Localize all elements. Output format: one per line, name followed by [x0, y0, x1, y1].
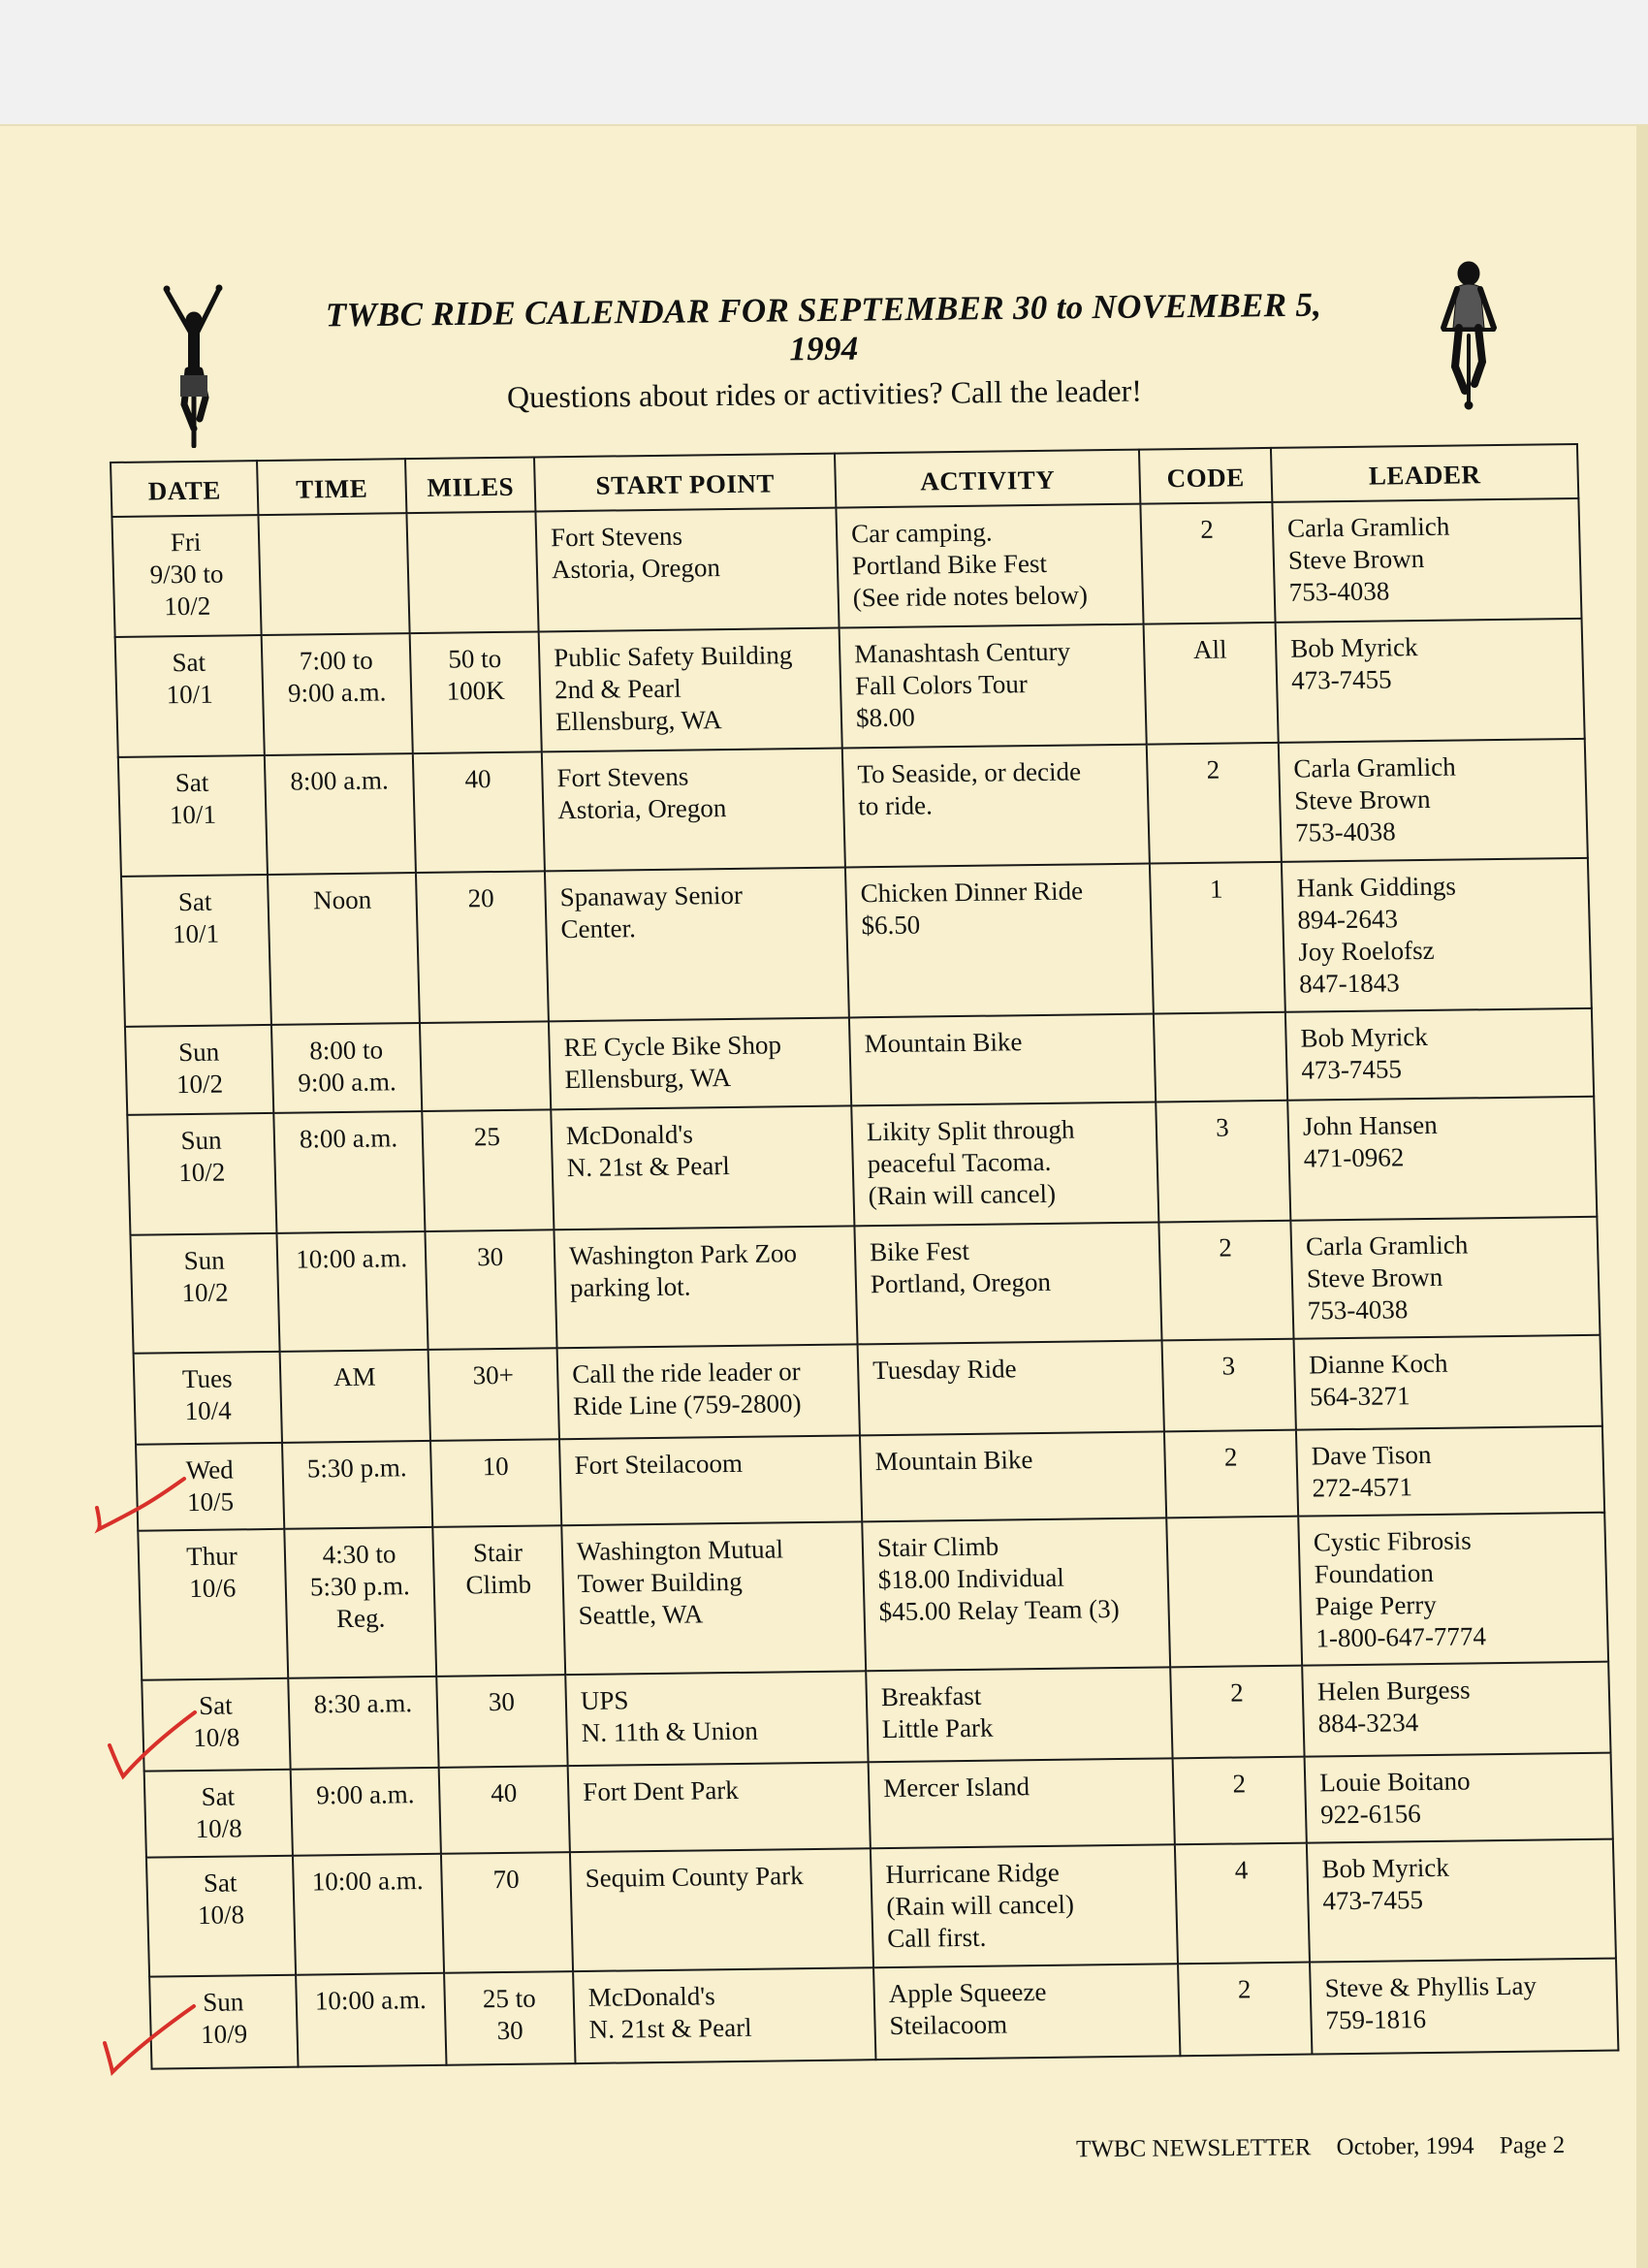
cell-code: [1150, 862, 1285, 1014]
cell-date-line: 10/4: [184, 1395, 233, 1426]
cell-code: [1156, 1101, 1290, 1223]
table-row: [149, 1959, 1618, 2069]
table-row: [138, 1513, 1608, 1680]
cell-leader-line: 473-7455: [1290, 664, 1392, 695]
cell-code: [1144, 623, 1279, 745]
scanner-background: [0, 0, 1648, 131]
cell-leader-line: 922-6156: [1319, 1799, 1421, 1830]
calendar-header: [290, 285, 1357, 418]
column-header-time: TIME: [257, 459, 406, 515]
cell-time-line: 10:00 a.m.: [295, 1243, 408, 1274]
cell-date-line: 10/8: [192, 1722, 240, 1753]
cell-start-point-line: Sequim County Park: [585, 1861, 804, 1893]
cell-leader-line: 1-800-647-7774: [1315, 1621, 1487, 1653]
cell-leader-line: 759-1816: [1325, 2004, 1427, 2035]
cell-miles: [439, 1766, 570, 1854]
cell-leader-line: 884-3234: [1317, 1708, 1419, 1739]
cell-miles-line: 40: [490, 1777, 518, 1808]
cell-time: [288, 1677, 438, 1770]
table-row: [127, 1097, 1597, 1235]
cell-activity: [858, 1340, 1164, 1435]
cell-activity-line: Mountain Bike: [874, 1445, 1033, 1477]
cell-miles-line: 30: [476, 1241, 504, 1272]
cell-date-line: Fri: [170, 527, 202, 558]
cell-date-line: 10/2: [163, 591, 211, 622]
cell-activity-line: Apple Squeeze: [888, 1976, 1047, 2009]
cell-activity: [845, 864, 1154, 1018]
cell-code: [1158, 1221, 1293, 1341]
cell-miles: [422, 1109, 554, 1231]
table-row: [115, 619, 1585, 757]
cell-date: [138, 1529, 288, 1680]
cyclist-riding-icon: [1430, 260, 1507, 410]
cell-activity: [873, 1964, 1180, 2060]
column-header-date: DATE: [111, 461, 258, 517]
table-row: [111, 498, 1581, 637]
cell-activity: [836, 504, 1143, 628]
cell-miles-line: 30: [488, 1686, 516, 1717]
cell-code: [1173, 1757, 1307, 1845]
red-checkmark-icon: [89, 1469, 196, 1547]
cell-time-line: 9:00 a.m.: [287, 677, 387, 708]
cell-activity-line: Hurricane Ridge: [885, 1857, 1061, 1890]
cell-start-point-line: Astoria, Oregon: [556, 793, 727, 825]
cell-time-line: Noon: [312, 884, 372, 915]
cell-miles-line: 10: [482, 1451, 510, 1482]
cell-activity-line: $6.50: [861, 910, 921, 941]
cell-time: [273, 1111, 425, 1233]
cell-time-line: 5:30 p.m.: [309, 1571, 411, 1602]
cell-code-value: 2: [1223, 1442, 1238, 1472]
cell-code-value: 2: [1237, 1974, 1252, 2004]
ride-calendar-table: [110, 443, 1619, 2070]
cell-time-line: 9:00 a.m.: [297, 1067, 396, 1098]
cell-activity: [869, 1758, 1175, 1848]
cell-time-line: AM: [333, 1361, 376, 1392]
cell-leader-line: 894-2643: [1297, 904, 1399, 935]
cell-activity: [871, 1844, 1178, 1967]
cell-code-value: 4: [1234, 1855, 1249, 1885]
cell-time-line: 8:30 a.m.: [313, 1688, 413, 1719]
cell-miles-line: 40: [464, 764, 491, 794]
red-checkmark-icon: [102, 1707, 208, 1784]
cell-date-line: 10/8: [197, 1900, 245, 1930]
cell-leader-line: Carla Gramlich: [1305, 1230, 1469, 1262]
cell-time-line: 7:00 to: [299, 645, 374, 676]
cell-leader-line: Hank Giddings: [1296, 871, 1457, 903]
cell-miles: [413, 751, 545, 873]
cell-leader: [1272, 498, 1581, 623]
cell-miles-line: 100K: [446, 675, 506, 706]
cell-time-line: 4:30 to: [322, 1539, 396, 1570]
cell-leader-line: Dianne Koch: [1308, 1348, 1448, 1380]
cell-miles: [430, 1439, 561, 1527]
cell-activity-line: (Rain will cancel): [868, 1178, 1057, 1211]
cell-activity: [862, 1517, 1170, 1671]
cell-start-point: [559, 1435, 862, 1525]
cell-leader-line: Steve Brown: [1293, 783, 1431, 815]
cell-start-point-line: Fort Dent Park: [582, 1774, 740, 1806]
cell-leader: [1310, 1959, 1618, 2055]
cell-start-point: [565, 1671, 868, 1766]
cell-date-line: Sun: [177, 1037, 220, 1068]
cell-activity-line: Portland Bike Fest: [851, 548, 1048, 581]
cell-code: [1178, 1963, 1312, 2057]
cell-activity-line: $45.00 Relay Team (3): [878, 1594, 1121, 1627]
cell-leader-line: Bob Myrick: [1289, 632, 1418, 663]
cell-code: [1170, 1666, 1304, 1759]
cell-leader: [1290, 1217, 1600, 1339]
cell-start-point: [570, 1848, 873, 1971]
cell-start-point-line: N. 11th & Union: [581, 1715, 759, 1747]
page-subtitle: Questions about rides or activities? Call the leader!: [506, 372, 1143, 415]
cell-time-line: 9:00 a.m.: [315, 1779, 415, 1810]
cell-activity-line: (See ride notes below): [852, 580, 1089, 613]
cell-leader-line: Bob Myrick: [1321, 1852, 1450, 1884]
cell-start-point: [542, 749, 845, 872]
cell-date-line: 10/5: [186, 1486, 235, 1517]
cell-code-value: 1: [1209, 874, 1223, 904]
cell-leader-line: Carla Gramlich: [1286, 511, 1450, 543]
cell-start-point: [561, 1521, 866, 1675]
cell-leader: [1276, 619, 1585, 743]
cell-leader: [1294, 1335, 1602, 1430]
cell-activity-line: peaceful Tacoma.: [867, 1146, 1052, 1179]
cell-leader-line: 471-0962: [1303, 1142, 1405, 1173]
cell-code: [1154, 1012, 1287, 1102]
cell-leader: [1302, 1662, 1610, 1757]
cell-time-line: 10:00 a.m.: [314, 1985, 428, 2016]
cell-miles: [425, 1230, 556, 1350]
cell-activity-line: (Rain will cancel): [886, 1889, 1075, 1922]
cell-start-point-line: Ellensburg, WA: [555, 705, 722, 737]
table-row: [146, 1839, 1616, 1977]
cell-date: [130, 1233, 279, 1354]
cell-time-line: 5:30 p.m.: [306, 1453, 407, 1484]
footer-publication: TWBC NEWSLETTER: [1075, 2134, 1312, 2163]
cell-start-point-line: Astoria, Oregon: [551, 553, 721, 585]
cell-activity-line: To Seaside, or decide: [857, 756, 1082, 789]
cell-date-line: 10/2: [175, 1069, 224, 1100]
cell-leader-line: Steve Brown: [1306, 1262, 1443, 1294]
cell-start-point: [535, 508, 839, 632]
cell-leader-line: Joy Roelofsz: [1297, 935, 1435, 967]
cell-miles: [432, 1525, 565, 1677]
cell-start-point-line: Fort Stevens: [550, 521, 683, 553]
cell-leader: [1279, 739, 1588, 862]
cell-leader-line: Paige Perry: [1315, 1589, 1438, 1621]
cell-start-point-line: RE Cycle Bike Shop: [563, 1030, 782, 1063]
cell-code-value: 2: [1218, 1232, 1233, 1262]
cell-code: [1147, 743, 1282, 864]
cell-code: [1166, 1517, 1302, 1668]
cell-activity-line: Mountain Bike: [864, 1027, 1023, 1059]
table-row: [121, 858, 1592, 1027]
cell-code-value: 3: [1221, 1351, 1236, 1381]
cell-date-line: Wed: [185, 1454, 234, 1485]
cell-leader: [1305, 1753, 1613, 1843]
cell-date-line: Thur: [185, 1541, 238, 1572]
cell-leader-line: Steve & Phyllis Lay: [1324, 1970, 1537, 2003]
cell-activity-line: Car camping.: [850, 517, 993, 549]
page-title: TWBC RIDE CALENDAR FOR SEPTEMBER 30 to NOVEMBER 5, 1994: [325, 285, 1322, 368]
cell-activity-line: $8.00: [855, 702, 916, 733]
cell-activity-line: Portland, Oregon: [870, 1266, 1052, 1299]
cell-miles-line: 30+: [472, 1359, 515, 1390]
cell-start-point-line: Ride Line (759-2800): [572, 1389, 802, 1421]
cell-start-point: [549, 1017, 851, 1109]
cell-start-point-line: Washington Park Zoo: [568, 1238, 798, 1271]
cell-activity-line: Fall Colors Tour: [854, 669, 1029, 701]
cell-code-value: [1168, 1023, 1271, 1024]
cell-activity-line: Call first.: [886, 1922, 987, 1954]
cell-activity-line: to ride.: [857, 790, 934, 821]
cell-date: [115, 635, 265, 757]
cell-miles: [410, 631, 542, 753]
cell-start-point-line: McDonald's: [565, 1119, 694, 1151]
cell-date-line: 10/9: [200, 2019, 248, 2049]
cell-start-point-line: Spanaway Senior: [559, 879, 744, 912]
cell-start-point-line: N. 21st & Pearl: [566, 1151, 731, 1183]
ride-calendar-table-wrapper: [110, 443, 1597, 2070]
cell-miles-line: 50 to: [448, 643, 502, 674]
cell-date: [118, 755, 268, 877]
column-header-activity: ACTIVITY: [835, 450, 1140, 508]
cell-date-line: Sun: [180, 1125, 222, 1156]
cell-activity: [860, 1431, 1166, 1521]
cell-time: [258, 513, 409, 635]
page-edge: [1636, 124, 1648, 2268]
cell-start-point-line: Washington Mutual: [576, 1534, 784, 1567]
column-header-leader: LEADER: [1271, 444, 1578, 502]
cell-activity: [840, 624, 1147, 749]
cell-start-point-line: McDonald's: [587, 1981, 715, 2012]
cell-activity-line: Chicken Dinner Ride: [860, 876, 1084, 909]
cell-activity-line: Bike Fest: [869, 1235, 970, 1267]
checkmark-stroke: [97, 1479, 184, 1529]
cell-code-value: [1181, 1527, 1284, 1528]
cell-miles-line: 70: [492, 1864, 520, 1895]
cell-code-value: 3: [1215, 1112, 1230, 1142]
cell-date-line: Sat: [201, 1781, 236, 1811]
cell-date-line: Sat: [177, 886, 212, 917]
cell-date: [125, 1025, 273, 1115]
cell-time: [293, 1854, 444, 1975]
cell-miles: [444, 1971, 575, 2065]
cell-miles-line: 25 to: [482, 1983, 537, 2014]
cell-leader: [1298, 1513, 1608, 1666]
cell-date-line: 10/6: [188, 1573, 237, 1604]
cell-date-line: 10/1: [172, 918, 220, 949]
newsletter-footer: [1076, 2132, 1584, 2164]
cyclist-arms-raised-icon: [155, 283, 233, 448]
cell-activity: [842, 745, 1150, 868]
cell-start-point-line: Ellensburg, WA: [564, 1062, 732, 1095]
column-header-start-point: START POINT: [534, 454, 836, 512]
cell-date-line: Sat: [174, 767, 209, 798]
cell-date: [134, 1352, 282, 1445]
cell-leader-line: Helen Burgess: [1316, 1675, 1471, 1707]
cell-start-point: [573, 1967, 875, 2063]
cell-miles: [436, 1675, 567, 1768]
cell-leader: [1307, 1839, 1616, 1963]
cell-date-line: Sat: [172, 647, 206, 678]
cell-start-point-line: Call the ride leader or: [571, 1357, 802, 1390]
cell-time-line: 8:00 a.m.: [289, 765, 390, 796]
cell-time-line: 10:00 a.m.: [311, 1866, 424, 1897]
cell-leader: [1296, 1426, 1604, 1517]
red-checkmark-icon: [97, 2002, 204, 2080]
cell-date-line: Tues: [181, 1363, 233, 1394]
cell-start-point-line: parking lot.: [569, 1271, 691, 1303]
cell-leader: [1287, 1097, 1597, 1221]
cell-date: [121, 875, 271, 1027]
table-row: [130, 1217, 1600, 1354]
cell-time: [271, 1023, 422, 1113]
cell-time: [280, 1350, 430, 1443]
cell-code: [1162, 1339, 1296, 1432]
cell-leader-line: 753-4038: [1307, 1294, 1409, 1326]
cell-date-line: 10/1: [169, 799, 217, 830]
cell-leader: [1285, 1008, 1594, 1101]
cell-time: [291, 1768, 441, 1856]
cell-start-point-line: Fort Stevens: [556, 761, 689, 793]
table-row: [118, 739, 1588, 877]
cell-time-line: 8:00 to: [308, 1035, 384, 1066]
cell-miles: [428, 1348, 559, 1441]
cell-start-point-line: N. 21st & Pearl: [588, 2012, 752, 2044]
cell-code: [1175, 1843, 1310, 1965]
cell-start-point-line: Seattle, WA: [578, 1599, 704, 1631]
cell-date-line: Sat: [203, 1868, 238, 1898]
cell-activity-line: Little Park: [881, 1712, 994, 1744]
cell-activity-line: Breakfast: [880, 1680, 982, 1712]
cell-miles: [441, 1852, 573, 1973]
footer-page-number: Page 2: [1499, 2131, 1566, 2159]
cell-start-point: [554, 1226, 857, 1348]
cell-start-point: [539, 628, 842, 752]
cell-miles: [406, 511, 538, 633]
cell-date: [127, 1113, 276, 1235]
cell-date-line: 9/30 to: [149, 559, 224, 590]
cell-start-point: [557, 1344, 860, 1439]
cell-leader: [1282, 858, 1592, 1012]
cell-start-point-line: Public Safety Building: [553, 640, 793, 673]
cell-time: [268, 873, 420, 1025]
ride-calendar-body: [111, 498, 1618, 2069]
cell-leader-line: John Hansen: [1302, 1109, 1438, 1141]
cell-miles-line: 30: [496, 2015, 523, 2046]
cell-code-value: 2: [1206, 754, 1220, 784]
cell-time: [296, 1973, 446, 2067]
cell-activity-line: Stair Climb: [876, 1531, 999, 1563]
cell-start-point-line: Center.: [560, 913, 637, 944]
cell-activity-line: Manashtash Century: [853, 636, 1071, 669]
cell-start-point: [551, 1105, 854, 1230]
cell-leader-line: 564-3271: [1309, 1381, 1410, 1412]
cell-miles: [416, 871, 549, 1023]
cell-time-line: 8:00 a.m.: [299, 1123, 398, 1154]
cell-activity: [849, 1014, 1156, 1106]
cell-miles-line: 25: [473, 1121, 501, 1152]
cell-leader-line: Dave Tison: [1311, 1439, 1432, 1471]
cell-leader-line: 473-7455: [1322, 1885, 1424, 1916]
cell-leader-line: 473-7455: [1301, 1054, 1403, 1085]
cell-activity-line: Steilacoom: [889, 2009, 1008, 2041]
cell-start-point: [568, 1762, 871, 1852]
cell-date-line: 10/1: [166, 679, 214, 710]
column-header-miles: MILES: [405, 457, 535, 513]
cell-time: [262, 633, 413, 755]
cell-start-point-line: Fort Steilacoom: [574, 1448, 744, 1481]
cell-date-line: 10/8: [195, 1813, 243, 1843]
cell-activity-line: Tuesday Ride: [872, 1354, 1017, 1386]
cell-leader-line: 272-4571: [1312, 1472, 1413, 1503]
cell-date-line: Sat: [198, 1690, 234, 1720]
cell-start-point: [545, 867, 849, 1021]
cell-activity-line: Mercer Island: [882, 1772, 1030, 1804]
cell-miles: [420, 1021, 551, 1111]
cell-activity: [851, 1102, 1158, 1226]
cell-miles-line: Climb: [465, 1569, 532, 1600]
cell-activity-line: $18.00 Individual: [877, 1562, 1065, 1595]
cell-leader-line: Louie Boitano: [1318, 1766, 1471, 1798]
cell-leader-line: Carla Gramlich: [1293, 751, 1456, 783]
cell-miles-line: Stair: [472, 1537, 523, 1568]
cell-leader-line: 753-4038: [1294, 816, 1396, 847]
cell-time: [284, 1527, 436, 1678]
cell-time: [282, 1441, 432, 1529]
cell-date-line: 10/2: [177, 1157, 226, 1188]
cell-activity: [866, 1667, 1172, 1762]
cell-date-line: Sun: [202, 1987, 244, 2017]
cell-miles-line: 20: [467, 883, 495, 913]
cell-leader-line: Steve Brown: [1287, 543, 1425, 575]
cell-activity-line: Likity Split through: [866, 1114, 1075, 1147]
cell-start-point-line: Tower Building: [577, 1566, 744, 1599]
checkmark-stroke: [105, 2006, 194, 2072]
cell-time: [276, 1231, 428, 1352]
cell-time-line: Reg.: [335, 1603, 386, 1634]
cell-leader-line: 847-1843: [1298, 968, 1400, 999]
footer-issue: October, 1994: [1336, 2132, 1474, 2160]
column-header-code: CODE: [1139, 448, 1272, 504]
cell-start-point-line: 2nd & Pearl: [554, 673, 682, 705]
cell-date-line: Sun: [183, 1245, 226, 1276]
cell-leader-line: 753-4038: [1288, 576, 1390, 607]
checkmark-stroke: [110, 1712, 195, 1776]
cell-leader-line: Bob Myrick: [1300, 1021, 1429, 1053]
cell-activity: [854, 1222, 1161, 1344]
cell-code: [1164, 1430, 1298, 1518]
cell-code: [1140, 502, 1275, 624]
cell-code-value: 2: [1232, 1769, 1247, 1799]
cell-date: [146, 1856, 296, 1977]
cell-date: [111, 515, 261, 637]
cell-leader-line: Foundation: [1314, 1557, 1435, 1589]
cell-start-point-line: UPS: [580, 1685, 629, 1715]
cell-date-line: 10/2: [181, 1277, 229, 1308]
cell-code-value: 2: [1229, 1677, 1244, 1708]
cell-time: [265, 753, 416, 875]
cell-code-value: 2: [1199, 514, 1215, 544]
cell-leader-line: Cystic Fibrosis: [1313, 1525, 1473, 1557]
cell-code-value: All: [1192, 634, 1227, 664]
